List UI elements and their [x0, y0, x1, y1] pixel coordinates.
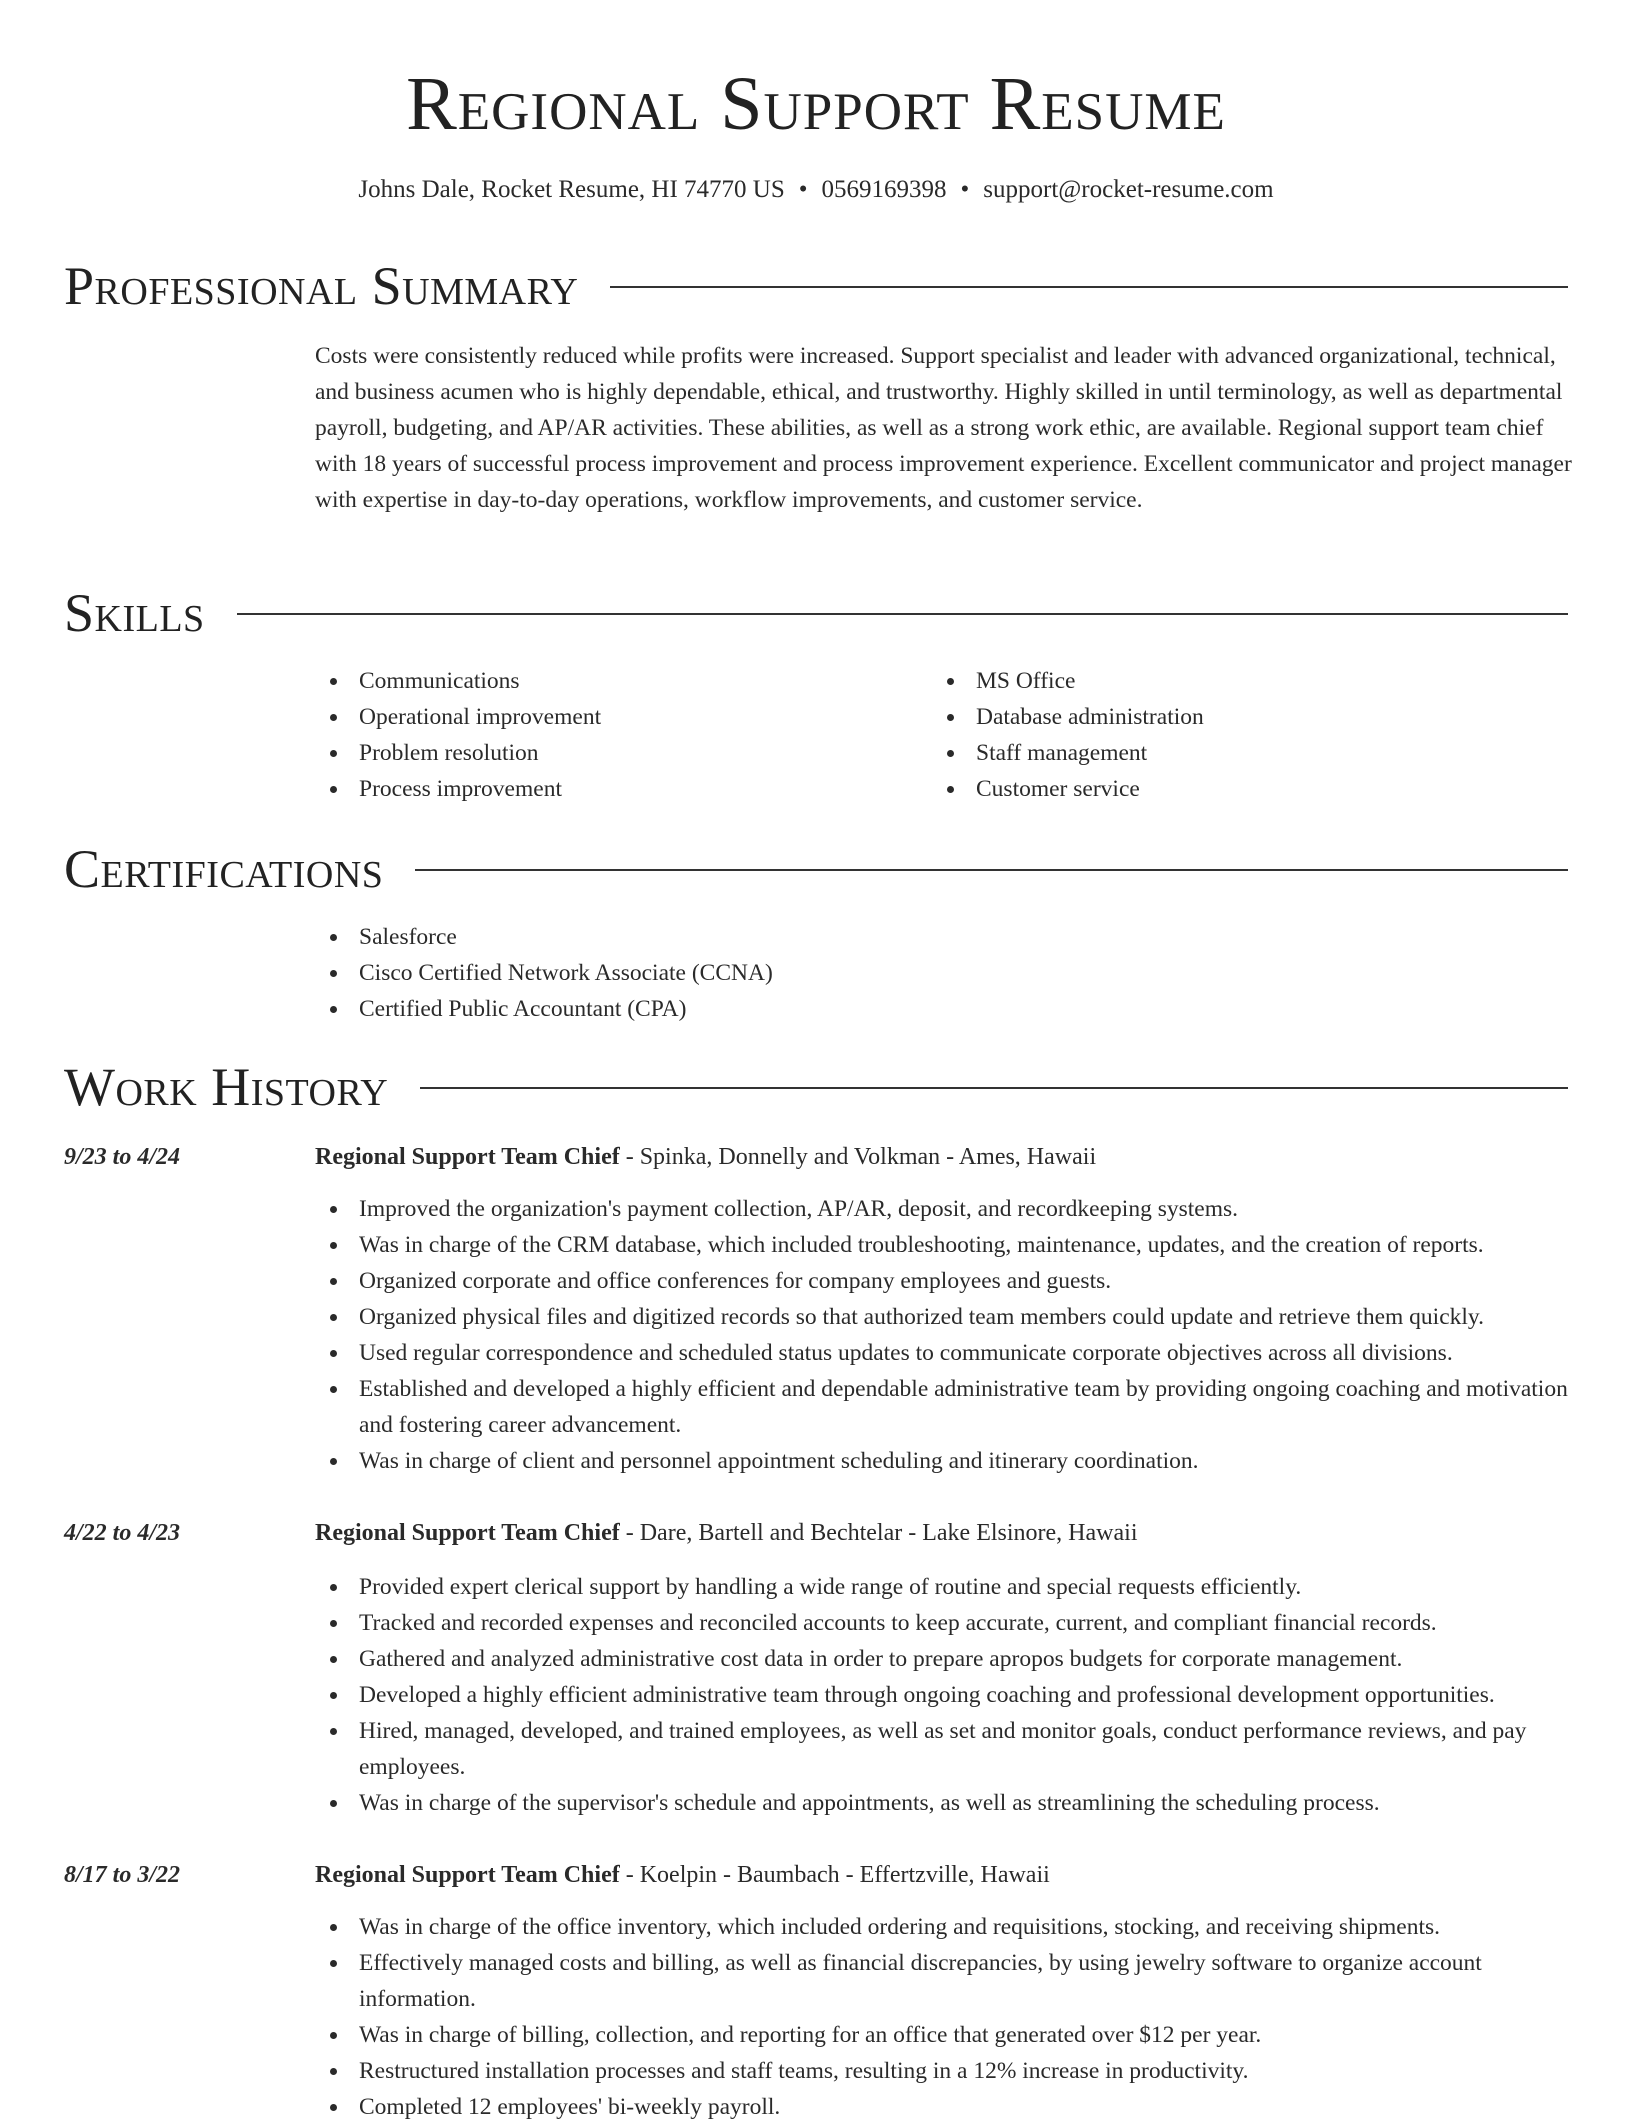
skill-item: Operational improvement [315, 699, 915, 735]
skills-right-column [932, 663, 1532, 807]
job-heading [315, 1139, 1096, 1175]
contact-email[interactable]: support@rocket-resume.com [983, 176, 1274, 203]
bullet-dot [330, 678, 337, 685]
summary-text: Costs were consistently reduced while profits were increased. Support specialist and leader with advanced organizational, technical, and business acumen who is highly dependable, ethical, and trustworthy. Highly skilled in until terminology, as well as departmental payroll, budgeting, and AP/AR activities. These abilities, as well as a strong work ethic, are available. Regional support team chief with 18 years of successful process improvement and process improvement experience. Excellent communicator and project manager with expertise in day-to-day operations, workflow improvements, and customer service. [315, 343, 1572, 513]
job-title: Regional Support Team Chief [315, 1862, 620, 1888]
job-company: - Koelpin - Baumbach - Effertzville, Hawaii [619, 1862, 1050, 1888]
contact-address: Johns Dale, Rocket Resume, HI 74770 US [358, 176, 785, 203]
job-dates: 9/23 to 4/24 [64, 1144, 181, 1170]
skill-item: Problem resolution [315, 735, 915, 771]
job-bullet: Organized corporate and office conferences for company employees and guests. [315, 1263, 1575, 1299]
job-bullet: Was in charge of client and personnel appointment scheduling and itinerary coordination. [315, 1443, 1575, 1479]
skills-section-header [64, 583, 1568, 643]
section-divider [415, 869, 1568, 871]
job-bullet: Gathered and analyzed administrative cost data in order to prepare apropos budgets for corporate management. [315, 1641, 1575, 1677]
work-history-section-header [64, 1057, 1568, 1117]
job-title: Regional Support Team Chief [315, 1144, 620, 1170]
job-bullet: Developed a highly efficient administrative team through ongoing coaching and professional development opportunities. [315, 1677, 1575, 1713]
job-bullet: Restructured installation processes and staff teams, resulting in a 12% increase in productivity. [315, 2053, 1575, 2089]
job-company: - Dare, Bartell and Bechtelar - Lake Elsinore, Hawaii [619, 1520, 1138, 1546]
skill-item: Database administration [932, 699, 1532, 735]
bullet-dot [330, 1656, 337, 1663]
bullet-dot [330, 1620, 337, 1627]
bullet-dot [330, 1692, 337, 1699]
summary-section-header [64, 256, 1568, 316]
bullet-dot [330, 2068, 337, 2075]
certifications-section-header [64, 839, 1568, 899]
certification-item: Salesforce [315, 919, 1315, 955]
skills-left-column [315, 663, 915, 807]
contact-separator: • [798, 176, 808, 203]
certifications-heading: Certifications [64, 839, 384, 899]
section-divider [420, 1087, 1568, 1089]
certifications-list [315, 919, 1315, 1027]
bullet-dot [947, 786, 954, 793]
job-bullets [315, 1191, 1575, 1479]
work-history-heading: Work History [64, 1057, 389, 1117]
job-bullet: Was in charge of billing, collection, and reporting for an office that generated over $12 per year. [315, 2017, 1575, 2053]
skills-heading: Skills [64, 583, 205, 643]
skill-item: Process improvement [315, 771, 915, 807]
skill-item: Staff management [932, 735, 1532, 771]
job-bullet: Completed 12 employees' bi-weekly payroll. [315, 2089, 1575, 2125]
bullet-dot [330, 1242, 337, 1249]
job-bullets [315, 1909, 1575, 2125]
job-bullets [315, 1569, 1575, 1821]
bullet-dot [330, 786, 337, 793]
bullet-dot [947, 678, 954, 685]
skill-item: Customer service [932, 771, 1532, 807]
skill-item: Communications [315, 663, 915, 699]
bullet-dot [330, 934, 337, 941]
bullet-dot [330, 970, 337, 977]
job-bullet: Effectively managed costs and billing, as well as financial discrepancies, by using jewelry software to organize account information. [315, 1945, 1575, 2017]
bullet-dot [947, 750, 954, 757]
bullet-dot [330, 750, 337, 757]
bullet-dot [330, 1924, 337, 1931]
job-bullet: Was in charge of the office inventory, which included ordering and requisitions, stocking, and receiving shipments. [315, 1909, 1575, 1945]
bullet-dot [947, 714, 954, 721]
job-bullet: Tracked and recorded expenses and reconciled accounts to keep accurate, current, and compliant financial records. [315, 1605, 1575, 1641]
bullet-dot [330, 1314, 337, 1321]
bullet-dot [330, 1206, 337, 1213]
contact-separator: • [960, 176, 970, 203]
job-bullet: Provided expert clerical support by handling a wide range of routine and special requests efficiently. [315, 1569, 1575, 1605]
job-bullet: Used regular correspondence and scheduled status updates to communicate corporate objectives across all divisions. [315, 1335, 1575, 1371]
bullet-dot [330, 2032, 337, 2039]
bullet-dot [330, 1006, 337, 1013]
job-company: - Spinka, Donnelly and Volkman - Ames, Hawaii [619, 1144, 1097, 1170]
certification-item: Cisco Certified Network Associate (CCNA) [315, 955, 1315, 991]
bullet-dot [330, 1728, 337, 1735]
bullet-dot [330, 1458, 337, 1465]
certification-item: Certified Public Accountant (CPA) [315, 991, 1315, 1027]
bullet-dot [330, 1960, 337, 1967]
bullet-dot [330, 1800, 337, 1807]
job-dates: 4/22 to 4/23 [64, 1520, 181, 1546]
contact-line [0, 173, 1632, 207]
job-heading [315, 1857, 1050, 1893]
job-heading [315, 1515, 1138, 1551]
job-bullet: Established and developed a highly efficient and dependable administrative team by providing ongoing coaching and motivation and fostering career advancement. [315, 1371, 1575, 1443]
job-dates: 8/17 to 3/22 [64, 1862, 181, 1888]
summary-heading: Professional Summary [64, 256, 579, 316]
skill-item: MS Office [932, 663, 1532, 699]
resume-title: Regional Support Resume [406, 62, 1226, 146]
bullet-dot [330, 1386, 337, 1393]
section-divider [610, 286, 1568, 288]
job-bullet: Organized physical files and digitized records so that authorized team members could update and retrieve them quickly. [315, 1299, 1575, 1335]
job-bullet: Was in charge of the CRM database, which included troubleshooting, maintenance, updates, and the creation of reports. [315, 1227, 1575, 1263]
contact-phone: 0569169398 [821, 176, 947, 203]
bullet-dot [330, 1350, 337, 1357]
section-divider [237, 613, 1568, 615]
bullet-dot [330, 714, 337, 721]
job-bullet: Hired, managed, developed, and trained employees, as well as set and monitor goals, conduct performance reviews, and pay employees. [315, 1713, 1575, 1785]
bullet-dot [330, 1278, 337, 1285]
bullet-dot [330, 2104, 337, 2111]
bullet-dot [330, 1584, 337, 1591]
job-title: Regional Support Team Chief [315, 1520, 620, 1546]
job-bullet: Was in charge of the supervisor's schedule and appointments, as well as streamlining the scheduling process. [315, 1785, 1575, 1821]
job-bullet: Improved the organization's payment collection, AP/AR, deposit, and recordkeeping systems. [315, 1191, 1575, 1227]
